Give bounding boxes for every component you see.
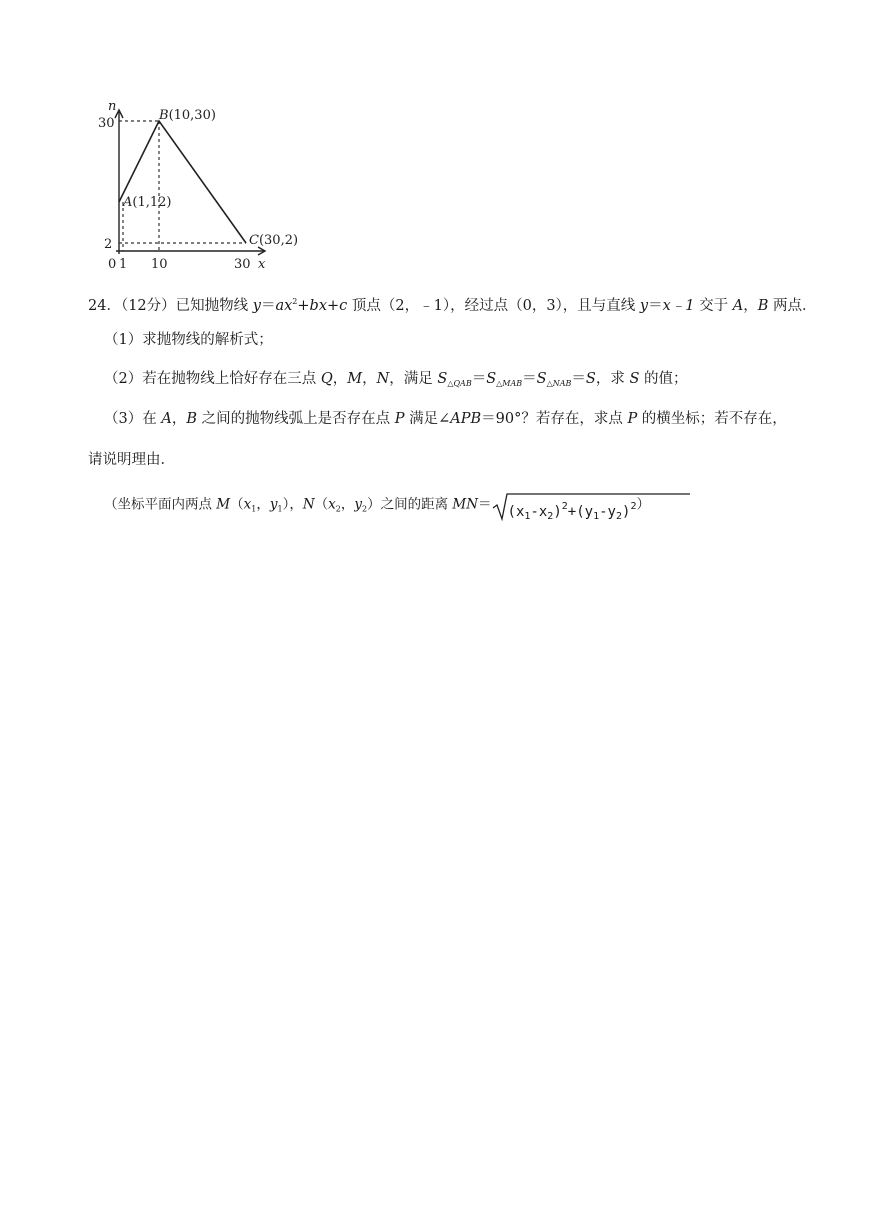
sqrt-expression: $(x_1-x_2)^2+(y_1-y_2)^2$ (492, 492, 637, 518)
tick-y-2: 2 (104, 237, 113, 252)
question-stem: 24．（12分）已知抛物线 $y=ax^2+bx+c$ 顶点（2，﹣1），经过点（0，3），且与直线 y＝x﹣1 交于 A，B 两点． (88, 297, 817, 314)
point-c-label: C(30,2) (249, 233, 299, 248)
part-3-continued: 请说明理由． (88, 452, 175, 468)
radical-sign (492, 492, 692, 522)
y-axis-label: n (108, 99, 117, 114)
piecewise-line (119, 121, 246, 243)
part-1: （1）求抛物线的解析式； (104, 332, 273, 348)
tick-x-30: 30 (234, 257, 251, 272)
part-2: （2）若在抛物线上恰好存在三点 Q，M，N，满足 $S_{\triangle QAB}=S_{\triangle MAB}=S_{\triangle NAB}=S$，求 S 的值； (104, 371, 688, 388)
point-b-label: B(10,30) (159, 108, 216, 123)
tick-x-1: 1 (119, 257, 128, 272)
tick-x-0: 0 (108, 257, 117, 272)
part-3: （3）在 A，B 之间的抛物线弧上是否存在点 P 满足∠APB＝90°？若存在，求点 P 的横坐标；若不存在， (104, 411, 787, 427)
function-graph (88, 96, 299, 276)
x-axis-label: x (258, 257, 266, 272)
tick-y-30: 30 (98, 116, 115, 131)
question-number: 24． (88, 298, 121, 314)
point-a-label: A(1,12) (123, 195, 172, 210)
question-score: （12分） (120, 298, 176, 314)
tick-x-10: 10 (151, 257, 168, 272)
distance-formula-note: （坐标平面内两点 $M(x_1$，$y_1$），$N(x_2$，$y_2$）之间的距离 MN＝ $(x_1-x_2)^2+(y_1-y_2)^2$） (104, 492, 650, 522)
